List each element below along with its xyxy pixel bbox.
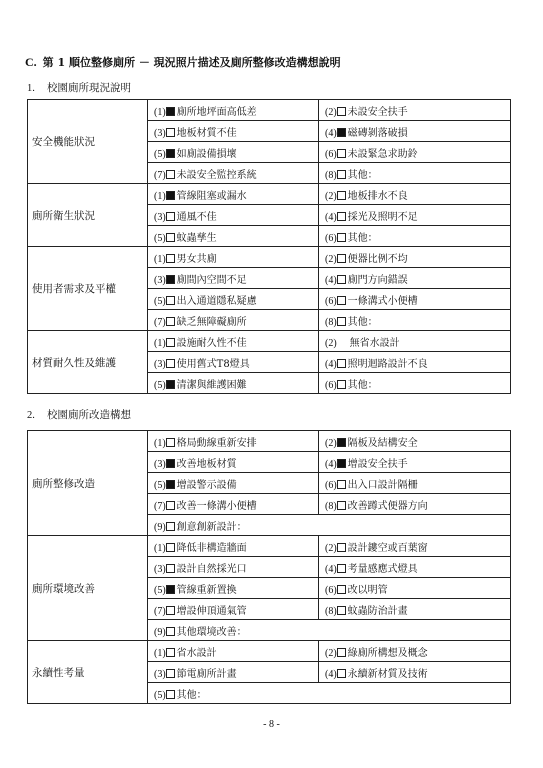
option-label: 照明迴路設計不良 (347, 358, 428, 370)
option-number: (7) (154, 169, 166, 181)
option-number: (5) (154, 584, 166, 596)
option-number: (3) (154, 668, 166, 680)
checkbox-icon[interactable] (337, 191, 346, 200)
checked-box-icon[interactable] (166, 275, 175, 284)
option-number: (6) (325, 584, 337, 596)
checklist-option (319, 121, 511, 142)
option-number: (1) (154, 253, 166, 265)
checkbox-icon[interactable] (166, 627, 175, 636)
checkbox-icon[interactable] (166, 212, 175, 221)
option-label: 降低非構造牆面 (176, 542, 247, 554)
checklist-option (148, 310, 319, 331)
checklist-option (148, 494, 319, 515)
current-status-table (27, 99, 511, 394)
option-number: (4) (325, 458, 337, 470)
option-label: 改善蹲式便器方向 (347, 500, 428, 512)
checkbox-icon[interactable] (166, 338, 175, 347)
checklist-option (148, 352, 319, 373)
checklist-option (148, 578, 319, 599)
checkbox-icon[interactable] (337, 359, 346, 368)
option-label: 增設伸頂通氣管 (176, 605, 247, 617)
subheading-1 (27, 80, 131, 95)
option-number: (8) (325, 316, 337, 328)
option-label: 廁門方向錯誤 (347, 274, 408, 286)
checklist-option (319, 100, 511, 121)
option-label: 缺乏無障礙廁所 (176, 316, 247, 328)
option-number: (7) (154, 605, 166, 617)
option-label: 出入通道隱私疑慮 (176, 295, 257, 307)
subheading-2 (27, 407, 131, 422)
option-number: (2) (325, 437, 337, 449)
option-label: 廁所地坪面高低差 (176, 106, 257, 118)
checklist-option (319, 247, 511, 268)
checklist-option (148, 100, 319, 121)
option-number: (2) (325, 647, 337, 659)
checkbox-icon[interactable] (166, 128, 175, 137)
checklist-option (319, 641, 511, 662)
checked-box-icon[interactable] (337, 438, 346, 447)
checked-box-icon[interactable] (166, 107, 175, 116)
checklist-option (319, 662, 511, 683)
checked-box-icon[interactable] (166, 459, 175, 468)
checklist-option (148, 620, 511, 641)
checklist-option (148, 641, 319, 662)
section-heading-text: 第 1 順位整修廁所 － 現況照片描述及廁所整修改造構想說明 (42, 56, 341, 69)
checkbox-icon[interactable] (166, 606, 175, 615)
checklist-option (148, 557, 319, 578)
checkbox-icon[interactable] (166, 648, 175, 657)
checklist-option (319, 163, 511, 184)
checklist-option (319, 289, 511, 310)
option-number: (6) (325, 295, 337, 307)
option-label: 蚊蟲孳生 (176, 232, 217, 244)
option-number: (4) (325, 127, 337, 139)
checklist-option (148, 662, 319, 683)
checklist-option (148, 205, 319, 226)
option-number: (3) (154, 274, 166, 286)
option-number: (4) (325, 668, 337, 680)
checkbox-icon[interactable] (166, 501, 175, 510)
checklist-option (319, 310, 511, 331)
option-number: (6) (325, 232, 337, 244)
option-label: 節電廁所計畫 (176, 668, 237, 680)
option-number: (2) (325, 337, 337, 349)
checkbox-icon[interactable] (337, 149, 346, 158)
option-number: (5) (154, 479, 166, 491)
option-number: (1) (154, 337, 166, 349)
checklist-option (319, 373, 511, 394)
option-label: 設施耐久性不佳 (176, 337, 247, 349)
option-label: 未設安全監控系統 (176, 169, 257, 181)
option-number: (6) (325, 479, 337, 491)
table-row (28, 184, 511, 205)
option-label: 便器比例不均 (347, 253, 408, 265)
checkbox-icon[interactable] (166, 543, 175, 552)
option-label: 出入口設計隔柵 (347, 479, 418, 491)
checklist-option (148, 373, 319, 394)
checkbox-icon[interactable] (166, 170, 175, 179)
option-number: (2) (325, 253, 337, 265)
checklist-option (148, 683, 511, 704)
option-label: 格局動線重新安排 (176, 437, 257, 449)
checkbox-icon[interactable] (337, 648, 346, 657)
checked-box-icon[interactable] (166, 149, 175, 158)
checked-box-icon[interactable] (337, 459, 346, 468)
option-label: 其他： (347, 379, 378, 391)
option-label: 其他： (347, 316, 378, 328)
category-label: 廁所整修改造 (28, 431, 148, 536)
checklist-option (319, 557, 511, 578)
checkbox-icon[interactable] (337, 585, 346, 594)
checkbox-icon[interactable] (166, 296, 175, 305)
option-label: 未設緊急求助鈴 (347, 148, 418, 160)
checkbox-icon[interactable] (337, 254, 346, 263)
checklist-option (319, 452, 511, 473)
checklist-option (319, 268, 511, 289)
category-label: 永續性考量 (28, 641, 148, 704)
option-label: 採光及照明不足 (347, 211, 418, 223)
checklist-option (148, 247, 319, 268)
option-label: 未設安全扶手 (347, 106, 408, 118)
option-number: (2) (325, 542, 337, 554)
checkbox-icon[interactable] (166, 690, 175, 699)
checklist-option (319, 226, 511, 247)
option-label: 管線阻塞或漏水 (176, 190, 247, 202)
table-row (28, 247, 511, 268)
option-number: (6) (325, 148, 337, 160)
checklist-option (148, 452, 319, 473)
option-number: (5) (154, 379, 166, 391)
checklist-option (319, 431, 511, 452)
option-label: 磁磚剝落破損 (347, 127, 408, 139)
option-label: 通風不佳 (176, 211, 217, 223)
page-number: - 8 - (263, 719, 280, 730)
option-number: (1) (154, 106, 166, 118)
option-label: 增設安全扶手 (347, 458, 408, 470)
option-number: (3) (154, 563, 166, 575)
checked-box-icon[interactable] (166, 380, 175, 389)
checklist-option (148, 536, 319, 557)
checkbox-icon[interactable] (166, 359, 175, 368)
checkbox-icon[interactable] (337, 669, 346, 678)
checkbox-icon[interactable] (337, 233, 346, 242)
checklist-option (319, 578, 511, 599)
option-number: (8) (325, 169, 337, 181)
category-label: 材質耐久性及維護 (28, 331, 148, 394)
option-label: 綠廁所構想及概念 (347, 647, 428, 659)
checklist-option (148, 331, 319, 352)
checked-box-icon[interactable] (166, 585, 175, 594)
checklist-option (148, 184, 319, 205)
checklist-option (319, 331, 511, 352)
checkbox-icon[interactable] (337, 606, 346, 615)
option-number: (3) (154, 127, 166, 139)
option-label: 其他： (347, 232, 378, 244)
checkbox-icon[interactable] (166, 564, 175, 573)
option-number: (1) (154, 437, 166, 449)
option-number: (7) (154, 316, 166, 328)
checkbox-icon[interactable] (166, 669, 175, 678)
option-label: 一條溝式小便槽 (347, 295, 418, 307)
table-row (28, 100, 511, 121)
renovation-plan-table (27, 430, 511, 704)
option-number: (1) (154, 190, 166, 202)
checkbox-icon[interactable] (337, 564, 346, 573)
checklist-option (148, 431, 319, 452)
option-label: 改以明管 (347, 584, 388, 596)
checkbox-icon[interactable] (337, 170, 346, 179)
option-label: 改善一條溝小便槽 (176, 500, 257, 512)
category-label: 安全機能狀況 (28, 100, 148, 184)
option-label: 隔板及結構安全 (347, 437, 418, 449)
checkbox-icon[interactable] (166, 254, 175, 263)
option-number: (3) (154, 211, 166, 223)
checkbox-icon[interactable] (166, 233, 175, 242)
option-number: (2) (325, 190, 337, 202)
option-number: (5) (154, 295, 166, 307)
table-row (28, 431, 511, 452)
checklist-option (319, 599, 511, 620)
checklist-option (148, 226, 319, 247)
table-row (28, 536, 511, 557)
option-label: 其他： (176, 689, 207, 701)
option-number: (7) (154, 500, 166, 512)
option-number: (4) (325, 358, 337, 370)
option-label: 增設警示設備 (176, 479, 237, 491)
option-label: 男女共廁 (176, 253, 217, 265)
checkbox-icon[interactable] (166, 522, 175, 531)
option-label: 其他： (347, 169, 378, 181)
checklist-option (319, 205, 511, 226)
checklist-option (148, 121, 319, 142)
table-row (28, 641, 511, 662)
option-number: (8) (325, 605, 337, 617)
subheading-2-number: 2. (27, 410, 35, 421)
option-number: (5) (154, 232, 166, 244)
section-letter: C. (25, 55, 37, 69)
option-number: (3) (154, 358, 166, 370)
checkbox-icon[interactable] (337, 501, 346, 510)
option-label: 如廁設備損壞 (176, 148, 237, 160)
option-number: (5) (154, 148, 166, 160)
subheading-1-number: 1. (27, 83, 35, 94)
option-number: (6) (325, 379, 337, 391)
checklist-option (148, 142, 319, 163)
option-number: (4) (325, 274, 337, 286)
checklist-option (319, 494, 511, 515)
category-label: 廁所衛生狀況 (28, 184, 148, 247)
option-number: (3) (154, 458, 166, 470)
checklist-option (319, 536, 511, 557)
option-label: 地板排水不良 (347, 190, 408, 202)
checked-box-icon[interactable] (337, 128, 346, 137)
option-label: 管線重新置換 (176, 584, 237, 596)
checkbox-icon[interactable] (337, 543, 346, 552)
checked-box-icon[interactable] (166, 480, 175, 489)
option-label: 地板材質不佳 (176, 127, 237, 139)
option-number: (9) (154, 521, 166, 533)
option-number: (1) (154, 542, 166, 554)
option-label: 蚊蟲防治計畫 (347, 605, 408, 617)
option-label: 清潔與維護困難 (176, 379, 247, 391)
checklist-option (148, 289, 319, 310)
subheading-1-title: 校園廁所現況說明 (47, 82, 131, 94)
option-number: (1) (154, 647, 166, 659)
checkbox-icon[interactable] (166, 438, 175, 447)
option-label: 考量感應式燈具 (347, 563, 418, 575)
checkbox-icon[interactable] (337, 107, 346, 116)
subheading-2-title: 校園廁所改造構想 (47, 409, 131, 421)
checklist-option (319, 352, 511, 373)
checklist-option (319, 184, 511, 205)
checkbox-icon[interactable] (337, 480, 346, 489)
option-number: (9) (154, 626, 166, 638)
option-label: 設計鏤空或百葉窗 (347, 542, 428, 554)
option-label: 廁間內空間不足 (176, 274, 247, 286)
option-label: 使用舊式T8燈具 (176, 358, 250, 370)
option-number: (2) (325, 106, 337, 118)
option-label: 省水設計 (176, 647, 217, 659)
checkbox-icon[interactable] (337, 380, 346, 389)
option-number: (8) (325, 500, 337, 512)
category-label: 廁所環境改善 (28, 536, 148, 641)
option-label: 設計自然採光口 (176, 563, 247, 575)
checked-box-icon[interactable] (166, 191, 175, 200)
checkbox-icon[interactable] (166, 317, 175, 326)
option-number: (4) (325, 211, 337, 223)
checklist-option (319, 473, 511, 494)
checklist-option (148, 599, 319, 620)
category-label: 使用者需求及平權 (28, 247, 148, 331)
section-heading (25, 54, 341, 70)
option-label: 創意創新設計： (176, 521, 247, 533)
option-label: 其他環境改善： (176, 626, 247, 638)
option-label: 改善地板材質 (176, 458, 237, 470)
checklist-option (148, 268, 319, 289)
checklist-option (319, 142, 511, 163)
option-number: (5) (154, 689, 166, 701)
checklist-option (148, 515, 511, 536)
table-row (28, 331, 511, 352)
option-label: 永續新材質及技術 (347, 668, 428, 680)
option-label: 無省水設計 (349, 337, 400, 349)
checkbox-icon[interactable] (337, 275, 346, 284)
checkbox-icon[interactable] (337, 317, 346, 326)
checklist-option (148, 473, 319, 494)
checklist-option (148, 163, 319, 184)
checkbox-icon[interactable] (337, 296, 346, 305)
checkbox-icon[interactable] (337, 212, 346, 221)
option-number: (4) (325, 563, 337, 575)
